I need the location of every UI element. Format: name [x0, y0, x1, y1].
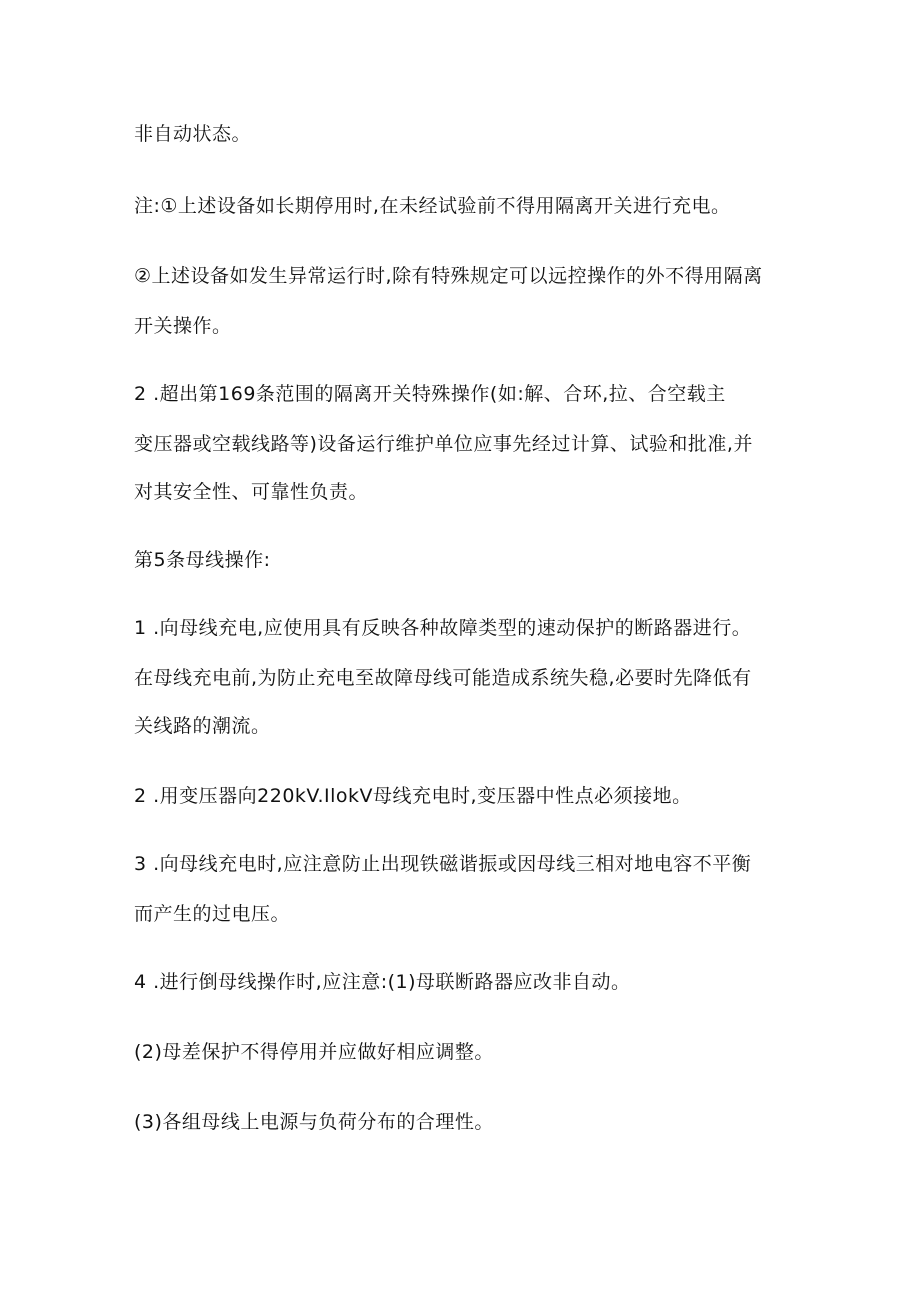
text-line: 而产生的过电压。	[134, 903, 291, 925]
text-line: 注:①上述设备如长期停用时,在未经试验前不得用隔离开关进行充电。	[134, 195, 731, 217]
text-line: (2)母差保护不得停用并应做好相应调整。	[134, 1041, 494, 1063]
text-line: 变压器或空载线路等)设备运行维护单位应事先经过计算、试验和批准,并	[134, 433, 753, 455]
text-line: 2 .超出第169条范围的隔离开关特殊操作(如:解、合环,拉、合空载主	[134, 383, 726, 405]
text-line: 关线路的潮流。	[134, 715, 271, 737]
text-line: 2 .用变压器向220kV.IlokV母线充电时,变压器中性点必须接地。	[134, 785, 692, 807]
text-line: 3 .向母线充电时,应注意防止出现铁磁谐振或因母线三相对地电容不平衡	[134, 853, 752, 875]
text-line: (3)各组母线上电源与负荷分布的合理性。	[134, 1111, 494, 1133]
section-heading: 第5条母线操作:	[134, 549, 271, 571]
text-line: ②上述设备如发生异常运行时,除有特殊规定可以远控操作的外不得用隔离	[134, 265, 763, 287]
text-line: 1 .向母线充电,应使用具有反映各种故障类型的速动保护的断路器进行。	[134, 617, 752, 639]
text-line: 开关操作。	[134, 315, 232, 337]
text-line: 4 .进行倒母线操作时,应注意:(1)母联断路器应改非自动。	[134, 971, 631, 993]
text-line: 在母线充电前,为防止充电至故障母线可能造成系统失稳,必要时先降低有	[134, 667, 752, 689]
text-line: 对其安全性、可靠性负责。	[134, 481, 369, 503]
text-line: 非自动状态。	[134, 123, 252, 145]
